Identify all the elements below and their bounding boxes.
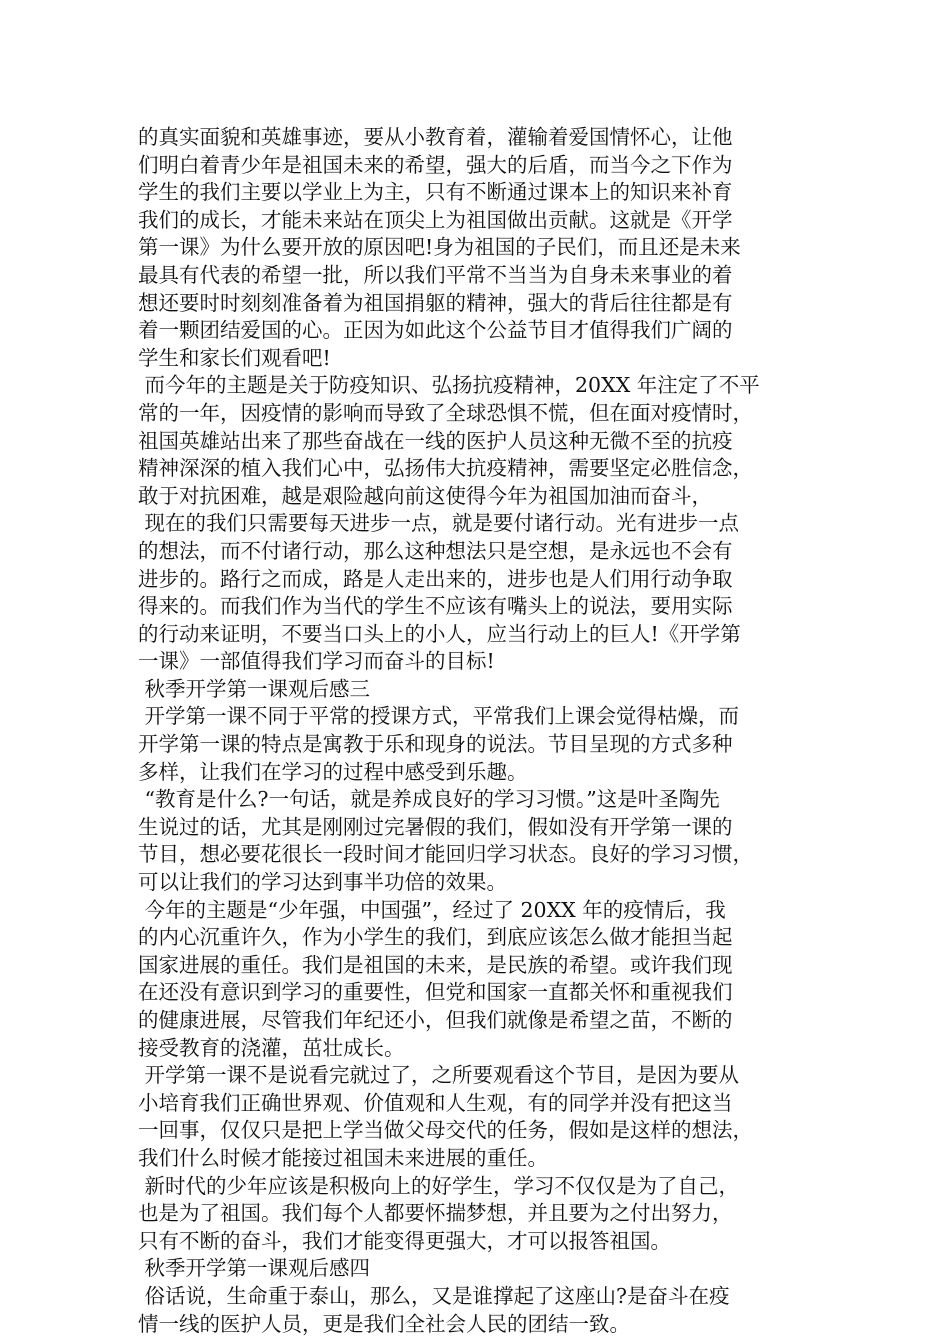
text-line: 我们什么时候才能接过祖国未来进展的重任。: [138, 1145, 548, 1170]
text-line: 今年的主题是“少年强，中国强”，经过了 20XX 年的疫情后，我: [138, 897, 726, 922]
text-line: 我们的成长，才能未来站在顶尖上为祖国做出贡献。这就是《开学: [138, 207, 733, 232]
text-line: 常的一年，因疫情的影响而导致了全球恐惧不慌，但在面对疫情时，: [138, 400, 753, 425]
text-line: 接受教育的浇灌，茁壮成长。: [138, 1035, 405, 1060]
text-line: 敢于对抗困难，越是艰险越向前这使得今年为祖国加油而奋斗，: [138, 483, 712, 508]
text-line: 的内心沉重许久，作为小学生的我们，到底应该怎么做才能担当起: [138, 925, 733, 950]
text-line: 祖国英雄站出来了那些奋战在一线的医护人员这种无微不至的抗疫: [138, 428, 733, 453]
text-line: 生说过的话，尤其是刚刚过完暑假的我们，假如没有开学第一课的: [138, 814, 733, 839]
text-line: 开学第一课不是说看完就过了，之所要观看这个节目，是因为要从: [138, 1063, 740, 1088]
text-line: 想还要时时刻刻准备着为祖国捐躯的精神，强大的背后往往都是有: [138, 290, 733, 315]
section-heading: 秋季开学第一课观后感三: [138, 676, 371, 701]
text-line: 国家进展的重任。我们是祖国的未来，是民族的希望。或许我们现: [138, 952, 733, 977]
text-line: 的健康进展，尽管我们年纪还小，但我们就像是希望之苗，不断的: [138, 1008, 733, 1032]
text-line: 学生的我们主要以学业上为主，只有不断通过课本上的知识来补育: [138, 180, 733, 205]
text-line: 在还没有意识到学习的重要性，但党和国家一直都关怀和重视我们: [138, 980, 733, 1005]
document-body: [138, 124, 818, 1338]
text-line: 多样，让我们在学习的过程中感受到乐趣。: [138, 759, 528, 784]
text-line: 俗话说，生命重于泰山，那么，又是谁撑起了这座山?是奋斗在疫: [138, 1283, 730, 1308]
text-line: 现在的我们只需要每天进步一点，就是要付诸行动。光有进步一点: [138, 511, 740, 536]
text-line: 的真实面貌和英雄事迹，要从小教育着，灌输着爱国情怀心，让他: [138, 125, 733, 149]
text-line: 得来的。而我们作为当代的学生不应该有嘴头上的说法，要用实际: [138, 594, 733, 619]
text-line: 只有不断的奋斗，我们才能变得更强大，才可以报答祖国。: [138, 1228, 671, 1253]
text-line: 学生和家长们观看吧!: [138, 345, 331, 370]
text-line: 新时代的少年应该是积极向上的好学生，学习不仅仅是为了自己，: [138, 1173, 740, 1198]
text-line: 精神深深的植入我们心中，弘扬伟大抗疫精神，需要坚定必胜信念，: [138, 456, 753, 481]
text-line: 的想法，而不付诸行动，那么这种想法只是空想，是永远也不会有: [138, 538, 733, 563]
text-line: 进步的。路行之而成，路是人走出来的，进步也是人们用行动争取: [138, 566, 733, 591]
text-line: 一课》一部值得我们学习而奋斗的目标!: [138, 649, 495, 674]
text-line: 的行动来证明，不要当口头上的小人，应当行动上的巨人!《开学第: [138, 621, 741, 646]
section-heading: 秋季开学第一课观后感四: [138, 1256, 371, 1281]
text-line: 也是为了祖国。我们每个人都要怀揣梦想，并且要为之付出努力，: [138, 1201, 733, 1226]
text-line: 节目，想必要花很长一段时间才能回归学习状态。良好的学习习惯，: [138, 842, 753, 867]
text-line: 开学第一课不同于平常的授课方式，平常我们上课会觉得枯燥，而: [138, 704, 740, 729]
text-line: “教育是什么?一句话，就是养成良好的学习习惯。”这是叶圣陶先: [138, 787, 720, 812]
text-line: 小培育我们正确世界观、价值观和人生观，有的同学并没有把这当: [138, 1090, 733, 1115]
text-line: 最具有代表的希望一批，所以我们平常不当当为自身未来事业的着: [138, 262, 733, 287]
text-line: 开学第一课的特点是寓教于乐和现身的说法。节目呈现的方式多种: [138, 732, 733, 757]
text-line: 情一线的医护人员，更是我们全社会人民的团结一致。: [138, 1311, 630, 1336]
text-line: 第一课》为什么要开放的原因吧!身为祖国的子民们，而且还是未来: [138, 235, 741, 260]
text-line: 着一颗团结爱国的心。正因为如此这个公益节目才值得我们广阔的: [138, 318, 733, 343]
text-line: 而今年的主题是关于防疫知识、弘扬抗疫精神，20XX 年注定了不平: [138, 373, 760, 398]
text-line: 一回事，仅仅只是把上学当做父母交代的任务，假如是这样的想法，: [138, 1118, 753, 1143]
text-line: 可以让我们的学习达到事半功倍的效果。: [138, 870, 507, 895]
text-line: 们明白着青少年是祖国未来的希望，强大的后盾，而当今之下作为: [138, 152, 733, 177]
